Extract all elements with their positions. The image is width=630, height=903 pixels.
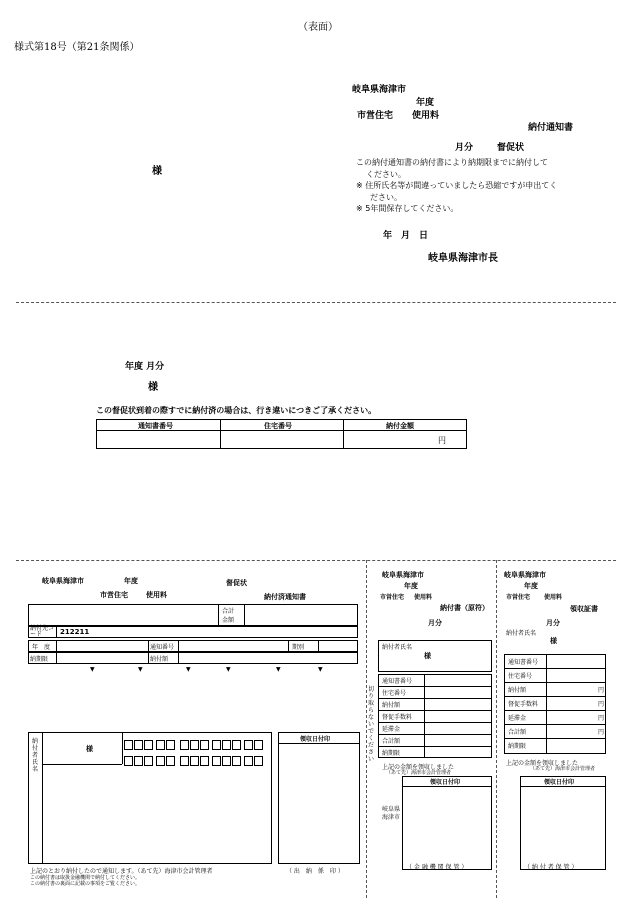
slip3-row-label: 納付額 — [508, 687, 527, 694]
stub-yen: 円 — [438, 436, 446, 445]
slip3-year: 年度 — [524, 582, 538, 590]
slip1-footer-small1: この納付書は取扱金融機関で納付してください。 — [30, 875, 141, 881]
slip3-stamp-label: 領収日付印 — [544, 779, 575, 786]
slip1-payer-label: 納付者氏名 — [32, 738, 39, 773]
slip2-year: 年度 — [404, 582, 418, 590]
slip1-year-label: 年 度 — [32, 644, 51, 651]
notice-honorific: 様 — [152, 166, 162, 177]
slip1-city: 岐阜県海津市 — [42, 577, 84, 585]
slip3-yen: 円 — [598, 715, 605, 722]
stub-header-notice-no: 通知書番号 — [138, 422, 173, 430]
slip2-row-label: 住宅番号 — [382, 690, 407, 697]
form-number: 様式第18号（第21条関係） — [14, 42, 140, 53]
slip1-total-label: 合計 — [222, 608, 235, 615]
slip2-city-box: 岐阜県海津市 — [382, 806, 401, 821]
slip3-title: 領収証書 — [570, 605, 598, 613]
slip2-row-label: 納付額 — [382, 702, 401, 709]
slip2-row-label: 通知書番号 — [382, 678, 413, 685]
slip1-stamp-label: 領収日付印 — [300, 736, 331, 743]
cut-line-vertical — [366, 560, 367, 898]
slip1-amount-box — [28, 604, 358, 626]
slip2-row-label: 合計額 — [382, 738, 401, 745]
notice-instructions — [356, 157, 557, 215]
instruction-line: ※ 住所氏名等が間違っていましたら恐縮ですが申出てく — [356, 181, 558, 190]
slip1-paid-label: 納付額 — [150, 656, 169, 663]
slip2-month: 月分 — [428, 619, 442, 627]
slip3-usage-fee: 使用料 — [544, 594, 563, 601]
slip2-stamp-box — [402, 776, 492, 870]
cut-line-vertical — [496, 560, 497, 898]
slip1-stamp-box — [278, 732, 360, 864]
slip3-bank: （ 納 付 者 保 管 ） — [524, 864, 578, 871]
slip1-amount-label: 金額 — [222, 617, 235, 624]
slip3-row-label: 納期限 — [508, 743, 527, 750]
slip1-year: 年度 — [124, 577, 138, 585]
slip3-payer: 納付者氏名 — [506, 630, 537, 637]
slip1-payee-code-label: 納付先コード — [30, 625, 55, 638]
slip1-payer-box — [28, 732, 272, 864]
slip2-side-text: 切り取らないでください — [368, 686, 375, 763]
slip3-yen: 円 — [598, 729, 605, 736]
slip1-footer-note: 上記のとおり納付したので通知します。（あて先）海津市会計管理者 — [30, 868, 213, 875]
slip3-yen: 円 — [598, 687, 605, 694]
notice-reminder: 督促状 — [497, 143, 525, 153]
slip2-footer2: （あて先）海津市会計管理者 — [386, 770, 452, 776]
cut-line — [16, 302, 616, 303]
cut-line — [16, 560, 616, 561]
slip3-housing: 市営住宅 — [506, 594, 531, 601]
slip2-payer: 納付者氏名 — [382, 644, 413, 651]
slip2-bank: （ 金 融 機 関 保 管 ） — [406, 864, 468, 871]
notice-year: 年度 — [416, 98, 435, 108]
notice-month: 月分 — [455, 143, 474, 153]
slip1-housing: 市営住宅 — [100, 591, 128, 599]
slip1-period-label: 期別 — [292, 644, 305, 651]
slip3-row-label: 通知書番号 — [508, 659, 539, 666]
stub-apology: この督促状到着の際すでに納付済の場合は、行き違いにつきご了承ください。 — [96, 406, 377, 415]
slip3-footer2: （あて先）海津市会計管理者 — [530, 766, 596, 772]
instruction-line: ださい。 — [370, 192, 402, 202]
stub-header-house-no: 住宅番号 — [264, 422, 292, 430]
slip1-honorific: 様 — [86, 745, 93, 753]
slip2-row-label: 督促手数料 — [382, 714, 413, 721]
slip3-stamp-box — [520, 776, 606, 870]
notice-date-line: 年 月 日 — [383, 231, 429, 241]
slip1-notice-no-label: 通知番号 — [150, 644, 175, 651]
slip1-payee-code: 212211 — [60, 628, 90, 636]
slip2-row-label: 納期限 — [382, 750, 401, 757]
slip2-housing: 市営住宅 — [380, 594, 405, 601]
instruction-line: この納付通知書の納付書により納期限までに納付して — [356, 158, 548, 167]
stub-year-month: 年度 月分 — [125, 362, 165, 372]
slip2-usage-fee: 使用料 — [414, 594, 433, 601]
slip3-row-label: 督促手数料 — [508, 701, 539, 708]
notice-housing: 市営住宅 — [357, 111, 394, 121]
stub-header-amount: 納付金額 — [386, 422, 414, 430]
notice-mayor: 岐阜県海津市長 — [428, 253, 498, 264]
slip2-stamp-label: 領収日付印 — [430, 779, 461, 786]
slip1-bank-stamp: （ 出 納 係 印 ） — [286, 868, 344, 875]
slip2-city: 岐阜県海津市 — [382, 571, 424, 579]
slip2-title: 納付書（原符） — [440, 604, 489, 612]
notice-doc-title: 納付通知書 — [528, 123, 574, 133]
slip2-row-label: 延滞金 — [382, 726, 401, 733]
slip1-title: 納付済通知書 — [264, 593, 306, 601]
notice-usage-fee: 使用料 — [412, 111, 440, 121]
slip1-due-label: 納期限 — [30, 656, 49, 663]
slip1-reminder: 督促状 — [226, 579, 247, 587]
stub-honorific: 様 — [148, 382, 158, 393]
notice-city: 岐阜県海津市 — [352, 85, 407, 95]
slip2-honorific: 様 — [424, 652, 431, 660]
slip3-city: 岐阜県海津市 — [504, 571, 546, 579]
side-label: （表面） — [298, 22, 338, 33]
instruction-line: ください。 — [366, 169, 406, 179]
instruction-line: ※ 5年間保存してください。 — [356, 204, 459, 213]
slip3-footer: 上記の金額を領収しました — [506, 760, 579, 767]
slip1-usage-fee: 使用料 — [146, 591, 167, 599]
slip1-footer-small2: この納付書の裏面に記載の事項をご覧ください。 — [30, 881, 141, 887]
slip3-yen: 円 — [598, 701, 605, 708]
slip3-row-label: 延滞金 — [508, 715, 527, 722]
slip3-row-label: 合計額 — [508, 729, 527, 736]
slip3-month: 月分 — [546, 619, 560, 627]
slip3-honorific: 様 — [550, 637, 557, 645]
slip2-footer: 上記の金額を領収しました — [382, 764, 455, 771]
slip3-row-label: 住宅番号 — [508, 673, 533, 680]
